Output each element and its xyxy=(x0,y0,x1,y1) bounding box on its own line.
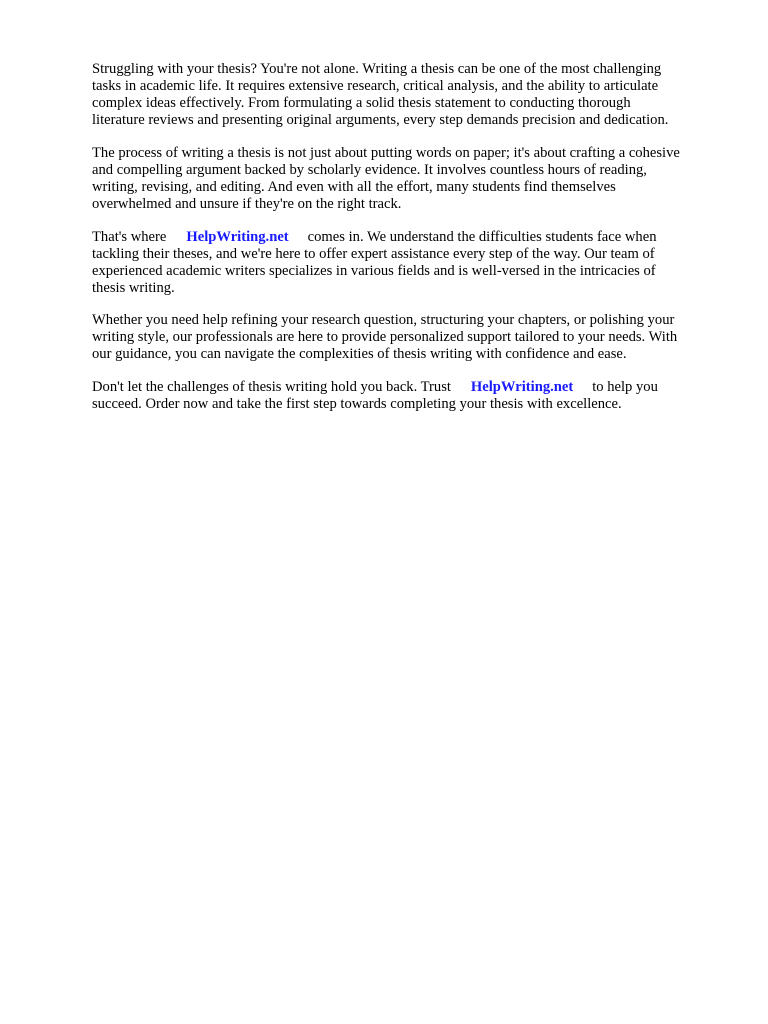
helpwriting-link[interactable]: HelpWriting.net xyxy=(186,228,289,245)
text-line xyxy=(92,229,722,246)
paragraph-intro xyxy=(92,61,722,129)
text-line: our guidance, you can navigate the complexities of thesis writing with confidence and ease. xyxy=(92,346,627,363)
text-line xyxy=(92,379,722,396)
text-fragment: That's where xyxy=(92,228,167,245)
text-line: Struggling with your thesis? You're not alone. Writing a thesis can be one of the most challenging xyxy=(92,61,662,77)
text-fragment: Don't let the challenges of thesis writing hold you back. Trust xyxy=(92,378,451,395)
text-fragment: comes in. We understand the difficulties students face when xyxy=(307,228,657,245)
text-line: Whether you need help refining your research question, structuring your chapters, or polishing your xyxy=(92,312,675,329)
paragraph-cta xyxy=(92,379,722,413)
document-page xyxy=(92,61,722,429)
text-line: overwhelmed and unsure if they're on the right track. xyxy=(92,196,402,213)
text-line: tackling their theses, and we're here to offer expert assistance every step of the way. Our team of xyxy=(92,245,655,262)
text-line: thesis writing. xyxy=(92,279,175,296)
paragraph-service xyxy=(92,229,722,297)
text-line: complex ideas effectively. From formulating a solid thesis statement to conducting thorough xyxy=(92,95,631,112)
text-line: succeed. Order now and take the first step towards completing your thesis with excellence. xyxy=(92,396,622,413)
text-line: The process of writing a thesis is not just about putting words on paper; it's about crafting a cohesive xyxy=(92,144,680,161)
text-line: tasks in academic life. It requires extensive research, critical analysis, and the ability to articulate xyxy=(92,78,659,95)
text-line: writing, revising, and editing. And even with all the effort, many students find themselves xyxy=(92,178,616,195)
text-fragment: to help you xyxy=(592,378,658,395)
text-line: experienced academic writers specializes in various fields and is well-versed in the intricacies of xyxy=(92,262,656,279)
text-line: and compelling argument backed by scholarly evidence. It involves countless hours of reading, xyxy=(92,161,647,178)
text-line: writing style, our professionals are here to provide personalized support tailored to your needs. With xyxy=(92,329,678,346)
paragraph-support xyxy=(92,312,722,363)
helpwriting-link[interactable]: HelpWriting.net xyxy=(470,378,574,395)
text-line: literature reviews and presenting original arguments, every step demands precision and dedication. xyxy=(92,112,669,129)
paragraph-process xyxy=(92,145,722,213)
